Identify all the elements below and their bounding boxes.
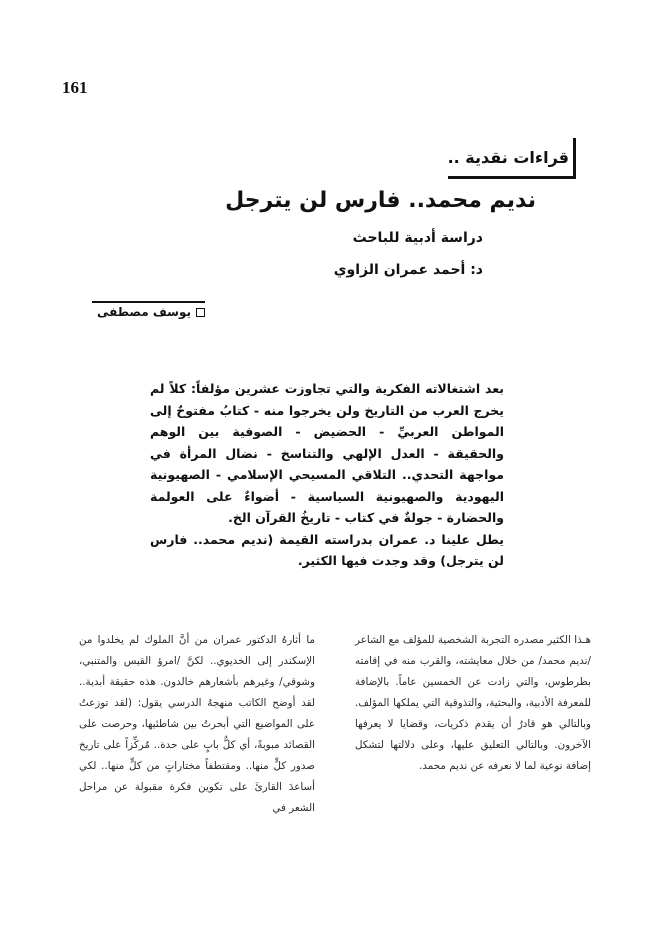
body-column-right xyxy=(355,630,591,777)
article-subtitle: دراسة أدبية للباحث xyxy=(352,230,483,246)
byline-author: يوسف مصطفى xyxy=(96,305,191,319)
byline xyxy=(97,305,205,319)
article-title: نديم محمد.. فارس لن يترجل xyxy=(225,188,536,213)
square-bullet-icon xyxy=(196,308,205,317)
intro-paragraph-1: بعد اشتغالاته الفكرية والتي تجاوزت عشرين مؤلفاً: كلاً لم يخرج العرب من التاريخ ولن يخرجوا منه - كتابُ مفتوحٌ إلى المواطن العربيِّ - الحضيض - الصوفية بين الوهم والحقيقة - العدل الإلهي والتناسخ - نضال المرأة في مواجهة التحدي.. التلاقي المسيحي الإسلامي - الصهيونية اليهودية والصهيونية السياسية - أضواءٌ على العولمة والحضارة - جولةٌ في كتاب - تاريخُ القرآن الخ. xyxy=(150,381,504,525)
page-number: 161 xyxy=(62,78,88,97)
byline-rule xyxy=(92,301,205,303)
intro-text xyxy=(150,378,504,572)
body-paragraph: ما أثارهُ الدكتور عمران من أنَّ الملوك لم يخلدوا من الإسكندر إلى الخديوي.. لكنَّ /امرؤ القيس والمتنبي، وشوقي/ وغيرهم بأشعارهم خالدون. هذه حقيقة أبدية.. لقد أوضح الكاتب منهجهُ الدرسي يقول: (لقد توزعتُ على المواضيع التي أبحرتُ بين شاطئيها، وحرصت على القصائد مبوبةً، أي كلٌّ بابٍ على حدة.. مُركِّزاً على تاريخ صدور كلٍّ منها.. ومقتطفاً مختاراتٍ من كلٍّ منها.. لكي أساعدَ القارئَ على تكوين فكرة مقبولة عن مراحل الشعر في xyxy=(79,634,315,814)
book-author: د: أحمد عمران الزاوي xyxy=(333,262,483,278)
intro-paragraph-2: يطل علينا د. عمران بدراسته القيمة (نديم محمد.. فارس لن يترجل) وقد وجدت فيها الكثير. xyxy=(150,531,504,568)
section-title-rule xyxy=(448,176,576,179)
body-paragraph: هـذا الكثير مصدره التجربة الشخصية للمؤلف مع الشاعر /نديم محمد/ من خلال معايشته، والقرب منه في إقامته بطرطوس، والتي زادت عن الخمسين عاماً. بالإضافة للمعرفة الأدبية، والبحثية، والتذوقية التي يملكها المؤلف. وبالتالي هو قادرٌ أن يقدم ذكريات، وقضايا لا يعرفها الآخرون. وبالتالي التعليق عليها، وعلى دلالتها لتشكل إضافة نوعية لما لا نعرفه عن نديم محمد. xyxy=(355,634,591,772)
section-title: قراءات نقدية .. xyxy=(447,148,569,167)
body-column-left xyxy=(79,630,315,819)
section-title-rule-vertical xyxy=(573,138,576,179)
